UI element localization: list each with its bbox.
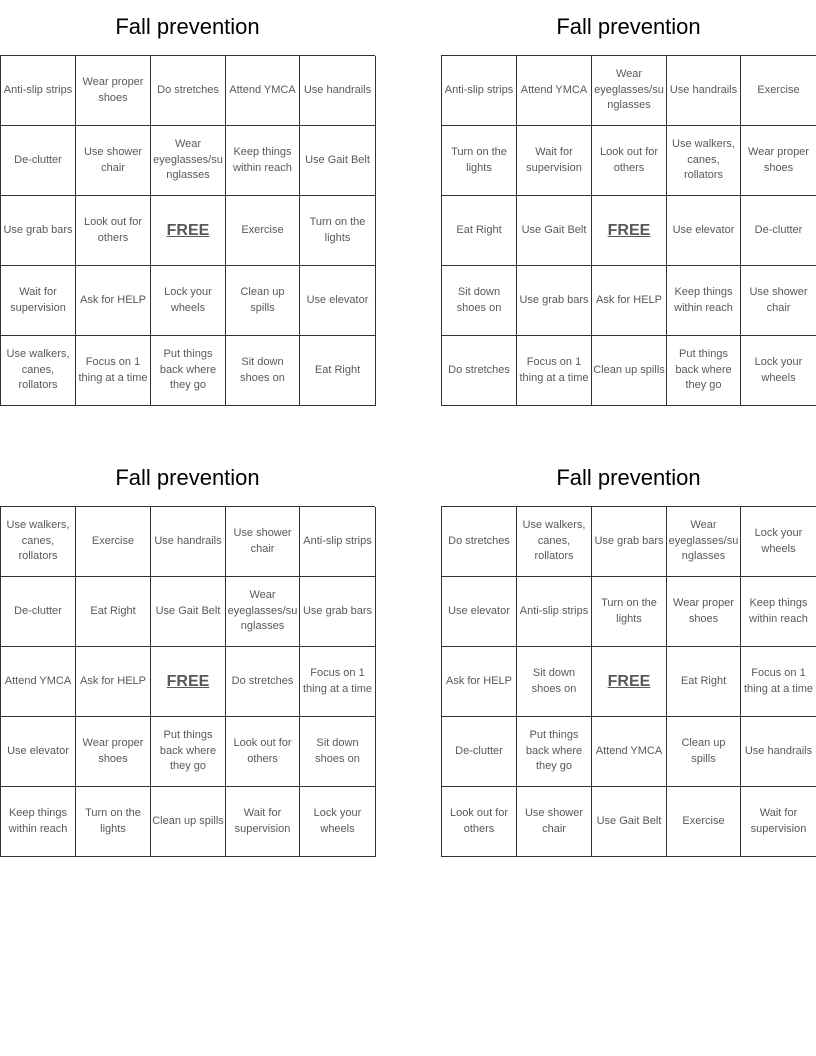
bingo-cell: Keep things within reach (741, 577, 816, 647)
bingo-cell: Ask for HELP (76, 647, 151, 717)
bingo-cell: Clean up spills (667, 717, 741, 787)
bingo-cell: Sit down shoes on (442, 266, 517, 336)
bingo-cell: Use handrails (741, 717, 816, 787)
bingo-cell: Wear eyeglasses/sunglasses (226, 577, 300, 647)
bingo-cell: Clean up spills (151, 787, 226, 857)
bingo-cell: Anti-slip strips (442, 56, 517, 126)
bingo-cell: Anti-slip strips (1, 56, 76, 126)
bingo-cell: Eat Right (76, 577, 151, 647)
bingo-cell: Use grab bars (300, 577, 376, 647)
bingo-cell: Put things back where they go (667, 336, 741, 406)
bingo-cell: Look out for others (592, 126, 667, 196)
card-title: Fall prevention (115, 13, 260, 39)
bingo-cell: Use grab bars (517, 266, 592, 336)
bingo-cell: Use handrails (667, 56, 741, 126)
bingo-cell: De-clutter (1, 126, 76, 196)
bingo-cell: Lock your wheels (741, 507, 816, 577)
bingo-cell: Clean up spills (226, 266, 300, 336)
bingo-cell: De-clutter (1, 577, 76, 647)
bingo-cell: Focus on 1 thing at a time (517, 336, 592, 406)
bingo-cell: Turn on the lights (300, 196, 376, 266)
bingo-cell: Attend YMCA (1, 647, 76, 717)
bingo-cell: Use walkers, canes, rollators (1, 507, 76, 577)
bingo-cell: Wait for supervision (1, 266, 76, 336)
bingo-cell: Wear proper shoes (76, 717, 151, 787)
bingo-cell: Use walkers, canes, rollators (667, 126, 741, 196)
bingo-cell: Use shower chair (226, 507, 300, 577)
bingo-cell: Use shower chair (517, 787, 592, 857)
bingo-cell: Use walkers, canes, rollators (517, 507, 592, 577)
card-title: Fall prevention (556, 464, 701, 490)
bingo-cell: Use handrails (300, 56, 376, 126)
free-space: FREE (151, 196, 226, 266)
free-space: FREE (592, 196, 667, 266)
bingo-cell: Put things back where they go (151, 717, 226, 787)
free-space: FREE (151, 647, 226, 717)
bingo-cell: Turn on the lights (592, 577, 667, 647)
bingo-cell: Focus on 1 thing at a time (76, 336, 151, 406)
bingo-cell: Use Gait Belt (151, 577, 226, 647)
bingo-cell: Use Gait Belt (592, 787, 667, 857)
bingo-cell: Keep things within reach (667, 266, 741, 336)
bingo-cell: Use handrails (151, 507, 226, 577)
bingo-cell: Ask for HELP (592, 266, 667, 336)
bingo-cell: Wear proper shoes (667, 577, 741, 647)
bingo-cell: Use Gait Belt (517, 196, 592, 266)
free-space: FREE (592, 647, 667, 717)
bingo-cell: Wait for supervision (226, 787, 300, 857)
bingo-cell: Put things back where they go (151, 336, 226, 406)
bingo-cell: Lock your wheels (741, 336, 816, 406)
bingo-cell: Attend YMCA (592, 717, 667, 787)
card-title: Fall prevention (556, 13, 701, 39)
bingo-card-1 (0, 0, 375, 406)
bingo-grid (441, 506, 816, 857)
bingo-cell: Eat Right (300, 336, 376, 406)
bingo-cell: Wear eyeglasses/sunglasses (592, 56, 667, 126)
bingo-cell: De-clutter (442, 717, 517, 787)
bingo-cell: Use grab bars (1, 196, 76, 266)
bingo-cell: Use grab bars (592, 507, 667, 577)
bingo-cell: Use elevator (300, 266, 376, 336)
bingo-cell: Use shower chair (76, 126, 151, 196)
bingo-cell: Lock your wheels (300, 787, 376, 857)
card-title: Fall prevention (115, 464, 260, 490)
bingo-cell: Do stretches (226, 647, 300, 717)
bingo-cell: Turn on the lights (442, 126, 517, 196)
bingo-cell: Look out for others (442, 787, 517, 857)
bingo-cell: Wear proper shoes (76, 56, 151, 126)
bingo-cell: Lock your wheels (151, 266, 226, 336)
bingo-cell: Ask for HELP (76, 266, 151, 336)
bingo-cell: Eat Right (442, 196, 517, 266)
bingo-cell: Keep things within reach (226, 126, 300, 196)
bingo-cell: Wear eyeglasses/sunglasses (667, 507, 741, 577)
bingo-cell: Sit down shoes on (226, 336, 300, 406)
bingo-cell: Look out for others (226, 717, 300, 787)
bingo-cell: Wear eyeglasses/sunglasses (151, 126, 226, 196)
bingo-cell: Attend YMCA (226, 56, 300, 126)
bingo-cell: Wait for supervision (741, 787, 816, 857)
bingo-cell: Turn on the lights (76, 787, 151, 857)
bingo-cell: Look out for others (76, 196, 151, 266)
bingo-cell: Wear proper shoes (741, 126, 816, 196)
bingo-cell: Anti-slip strips (300, 507, 376, 577)
bingo-grid (441, 55, 816, 406)
bingo-cell: Exercise (76, 507, 151, 577)
bingo-cell: Use elevator (442, 577, 517, 647)
bingo-grid (0, 55, 375, 406)
bingo-cell: Sit down shoes on (300, 717, 376, 787)
bingo-card-2 (441, 0, 816, 406)
bingo-cell: Exercise (741, 56, 816, 126)
bingo-cell: Use elevator (1, 717, 76, 787)
bingo-grid (0, 506, 375, 857)
bingo-cell: Use walkers, canes, rollators (1, 336, 76, 406)
bingo-cell: Focus on 1 thing at a time (741, 647, 816, 717)
bingo-cell: Anti-slip strips (517, 577, 592, 647)
bingo-cell: Wait for supervision (517, 126, 592, 196)
bingo-cell: De-clutter (741, 196, 816, 266)
bingo-cell: Keep things within reach (1, 787, 76, 857)
bingo-cell: Do stretches (151, 56, 226, 126)
bingo-cell: Clean up spills (592, 336, 667, 406)
bingo-cell: Exercise (226, 196, 300, 266)
bingo-cell: Exercise (667, 787, 741, 857)
bingo-card-4 (441, 451, 816, 857)
bingo-cell: Do stretches (442, 336, 517, 406)
bingo-cell: Use elevator (667, 196, 741, 266)
bingo-cell: Ask for HELP (442, 647, 517, 717)
bingo-card-3 (0, 451, 375, 857)
bingo-cell: Attend YMCA (517, 56, 592, 126)
bingo-cell: Use Gait Belt (300, 126, 376, 196)
bingo-cell: Put things back where they go (517, 717, 592, 787)
bingo-cell: Use shower chair (741, 266, 816, 336)
bingo-cell: Do stretches (442, 507, 517, 577)
bingo-cell: Eat Right (667, 647, 741, 717)
bingo-cell: Sit down shoes on (517, 647, 592, 717)
bingo-cell: Focus on 1 thing at a time (300, 647, 376, 717)
